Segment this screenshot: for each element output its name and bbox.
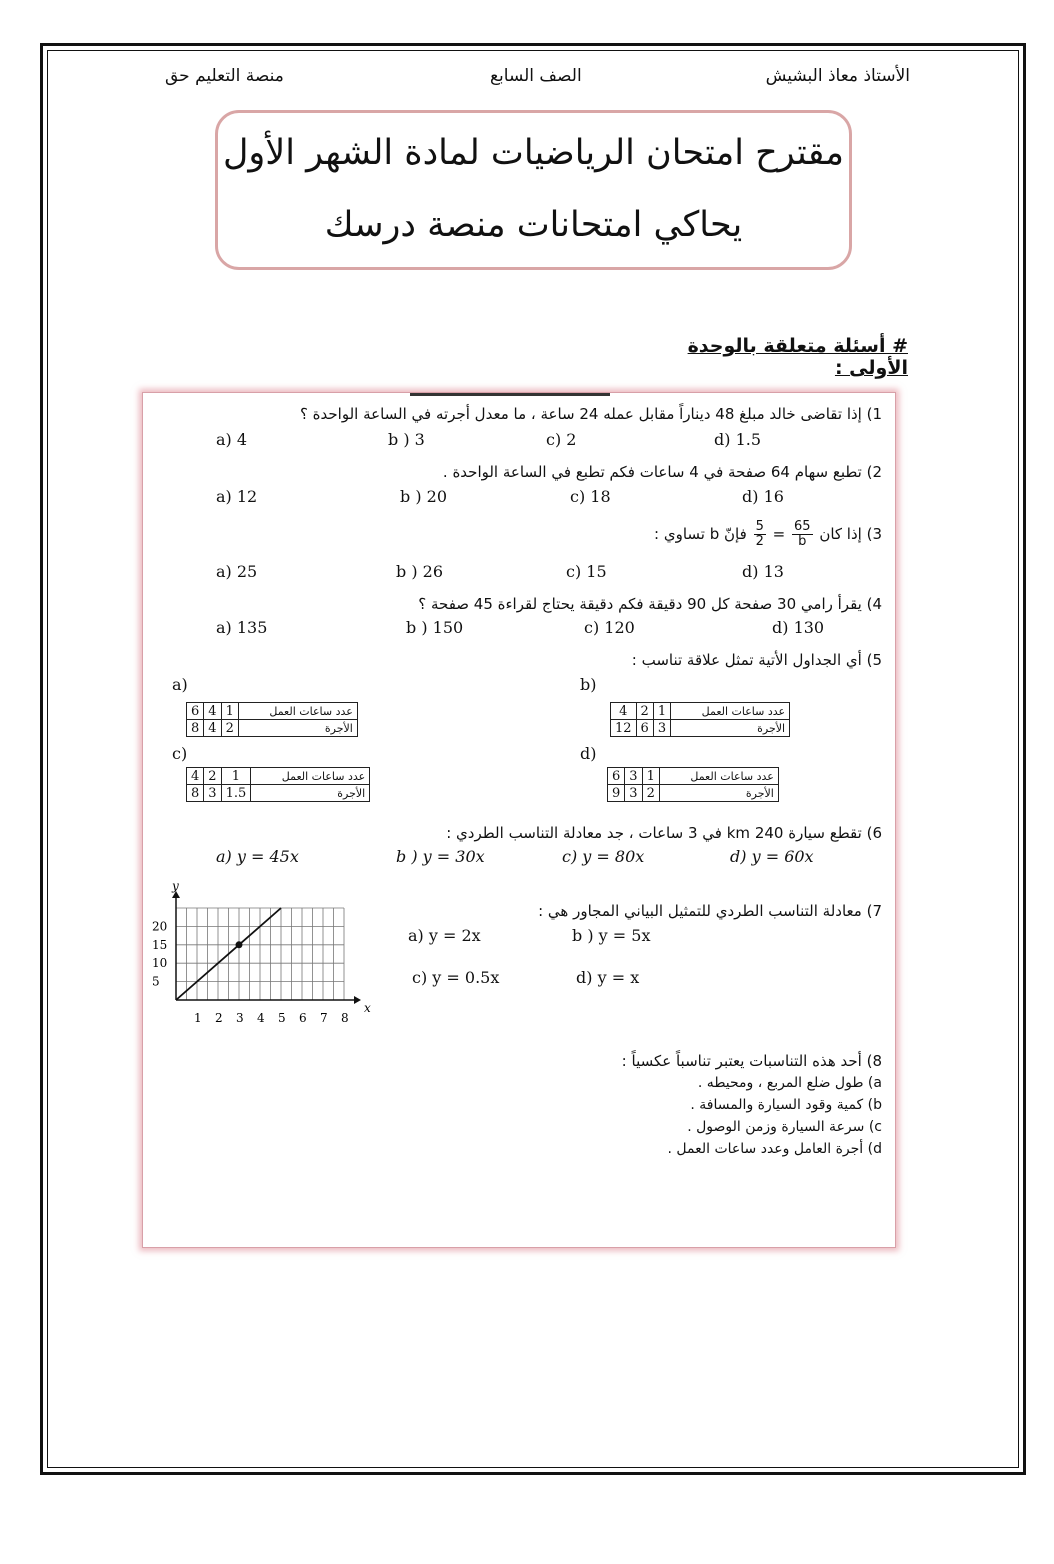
q1-option-a: a) 4 bbox=[216, 430, 248, 449]
title-line-2: يحاكي امتحانات منصة درسك bbox=[324, 205, 743, 245]
y-tick-label: 5 bbox=[152, 974, 160, 989]
x-axis-label: x bbox=[364, 1001, 371, 1015]
q1-option-b: b ) 3 bbox=[388, 430, 425, 449]
q1-text: 1) إذا تقاضى خالد مبلغ 48 ديناراً مقابل عمله 24 ساعة ، ما معدل أجرته في الساعة الواحدة ؟ bbox=[299, 405, 882, 423]
q8-option-b: b) كمية وقود السيارة والمسافة . bbox=[690, 1097, 882, 1113]
q3-text bbox=[654, 520, 882, 549]
q5-table-d: 6 3 1 عدد ساعات العمل 9 3 2 الأجرة bbox=[607, 767, 779, 802]
q2-option-c: c) 18 bbox=[570, 487, 611, 506]
q3-option-b: b ) 26 bbox=[396, 562, 444, 581]
q6-option-d: d) y = 60x bbox=[730, 847, 814, 866]
q5-table-b: 4 2 1 عدد ساعات العمل 12 6 3 الأجرة bbox=[610, 702, 790, 737]
x-tick-label: 6 bbox=[299, 1011, 307, 1025]
q3-fraction-1: $\frac{65}{b}$ bbox=[793, 519, 811, 549]
section-heading: # أسئلة متعلقة بالوحدة الأولى : bbox=[687, 335, 908, 379]
q5-label-a: a) bbox=[172, 675, 188, 694]
q4-option-a: a) 135 bbox=[216, 618, 268, 637]
q5-table-a: 6 4 1 عدد ساعات العمل 8 4 2 الأجرة bbox=[186, 702, 358, 737]
q1-option-c: c) 2 bbox=[546, 430, 577, 449]
q7-graph bbox=[148, 879, 371, 1028]
q7-option-d: d) y = x bbox=[576, 968, 640, 987]
x-tick-label: 7 bbox=[320, 1011, 328, 1025]
q1-option-d: d) 1.5 bbox=[714, 430, 762, 449]
teacher-name: الأستاذ معاذ البشيش bbox=[765, 66, 910, 86]
x-tick-label: 8 bbox=[341, 1011, 349, 1025]
q7-option-b: b ) y = 5x bbox=[572, 926, 651, 945]
q8-option-c: c) سرعة السيارة وزمن الوصول . bbox=[687, 1119, 882, 1135]
platform-name: منصة التعليم حق bbox=[165, 66, 284, 86]
q3-option-a: a) 25 bbox=[216, 562, 258, 581]
q3-prefix: 3) إذا كان bbox=[819, 525, 882, 543]
q4-text: 4) يقرأ رامي 30 صفحة كل 90 دقيقة فكم دقيقة يحتاج لقراءة 45 صفحة ؟ bbox=[418, 595, 882, 613]
q3-equals: = bbox=[772, 525, 786, 543]
q3-option-c: c) 15 bbox=[566, 562, 607, 581]
y-tick-label: 15 bbox=[152, 937, 168, 952]
x-tick-label: 3 bbox=[236, 1011, 244, 1025]
panel-top-line bbox=[410, 393, 610, 396]
y-axis-label: y bbox=[172, 879, 179, 893]
q6-option-c: c) y = 80x bbox=[562, 847, 645, 866]
q7-text: 7) معادلة التناسب الطردي للتمثيل البياني المجاور هي : bbox=[538, 902, 882, 920]
q5-text: 5) أي الجداول الأتية تمثل علاقة تناسب : bbox=[631, 651, 882, 669]
x-tick-label: 4 bbox=[257, 1011, 265, 1025]
q4-option-d: d) 130 bbox=[772, 618, 825, 637]
q5-label-d: d) bbox=[580, 744, 597, 763]
x-tick-label: 5 bbox=[278, 1011, 286, 1025]
q2-option-b: b ) 20 bbox=[400, 487, 448, 506]
q2-option-a: a) 12 bbox=[216, 487, 258, 506]
q3-suffix: فإنّ b تساوي : bbox=[654, 525, 747, 543]
x-axis-arrow bbox=[354, 996, 361, 1004]
y-tick-label: 10 bbox=[152, 956, 168, 971]
q3-option-d: d) 13 bbox=[742, 562, 784, 581]
q2-option-d: d) 16 bbox=[742, 487, 784, 506]
q8-option-a: a) طول ضلع المربع ، ومحيطه . bbox=[697, 1075, 882, 1091]
q5-label-b: b) bbox=[580, 675, 597, 694]
q5-label-c: c) bbox=[172, 744, 188, 763]
q6-option-a: a) y = 45x bbox=[216, 847, 299, 866]
q8-text: 8) أحد هذه التناسبات يعتبر تناسباً عكسياً : bbox=[621, 1052, 882, 1070]
q6-text: 6) تقطع سيارة 240 km في 3 ساعات ، جد معادلة التناسب الطردي : bbox=[446, 824, 882, 842]
q7-option-a: a) y = 2x bbox=[408, 926, 481, 945]
q4-option-b: b ) 150 bbox=[406, 618, 464, 637]
title-line-1: مقترح امتحان الرياضيات لمادة الشهر الأول bbox=[222, 133, 845, 173]
y-tick-label: 20 bbox=[152, 919, 168, 934]
x-tick-label: 1 bbox=[194, 1011, 202, 1025]
marked-point bbox=[236, 941, 243, 948]
q5-table-c: 4 2 1 عدد ساعات العمل 8 3 1.5 الأجرة bbox=[186, 767, 370, 802]
q7-option-c: c) y = 0.5x bbox=[412, 968, 500, 987]
q3-fraction-2: $\frac{5}{2}$ bbox=[755, 519, 764, 549]
q2-text: 2) تطبع سهام 64 صفحة في 4 ساعات فكم تطبع في الساعة الواحدة . bbox=[442, 463, 882, 481]
q6-option-b: b ) y = 30x bbox=[396, 847, 485, 866]
grade-label: الصف السابع bbox=[490, 66, 582, 86]
title-box bbox=[215, 110, 852, 270]
q4-option-c: c) 120 bbox=[584, 618, 635, 637]
x-tick-label: 2 bbox=[215, 1011, 223, 1025]
q8-option-d: d) أجرة العامل وعدد ساعات العمل . bbox=[667, 1141, 882, 1157]
